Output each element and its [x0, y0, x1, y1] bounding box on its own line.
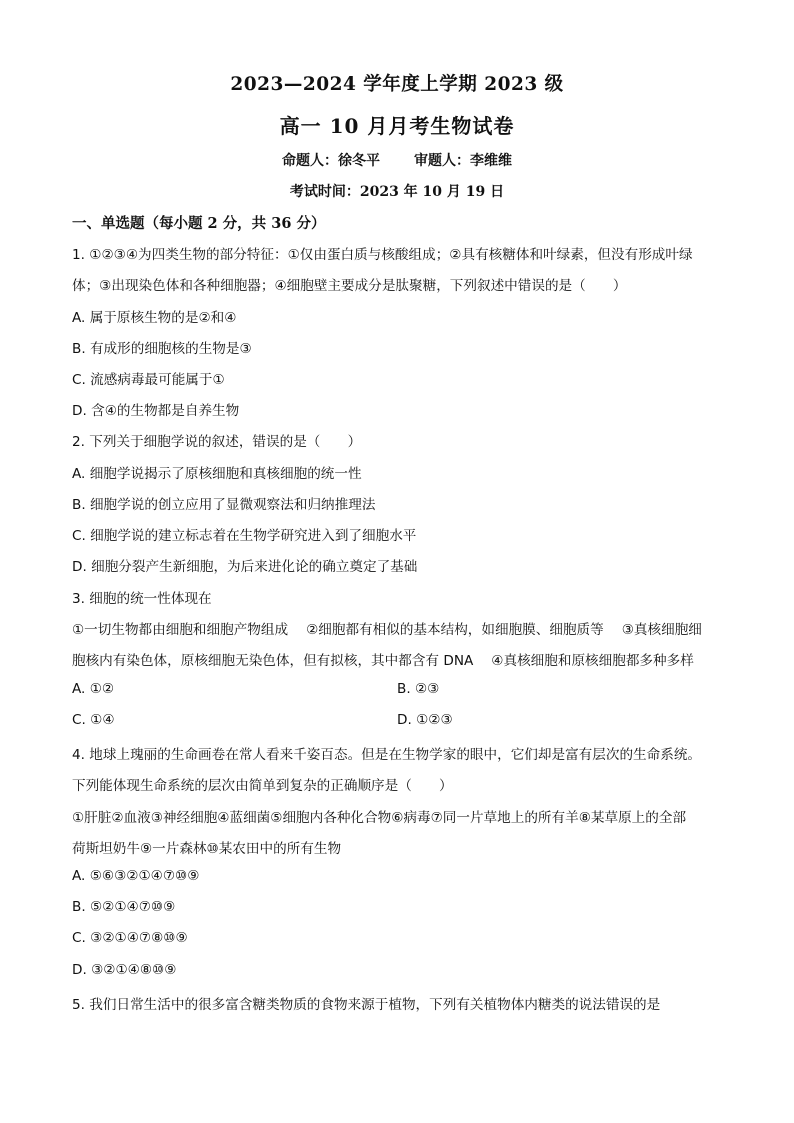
q2-option-a: A. 细胞学说揭示了原核细胞和真核细胞的统一性	[72, 466, 362, 482]
exam-time: 考试时间：2023 年 10 月 19 日	[289, 184, 505, 200]
exam-title-year: 2023—2024 学年度上学期 2023 级	[230, 74, 564, 95]
q3-statement-4: ④真核细胞和原核细胞都多种多样	[491, 653, 694, 669]
section-title: 一、单选题（每小题 2 分，共 36 分）	[72, 215, 326, 232]
q3-option-a: A. ①②	[72, 681, 115, 697]
q3-option-b: B. ②③	[397, 681, 440, 697]
reviewer: 审题人：李维维	[414, 153, 512, 169]
q4-items-line1: ①肝脏②血液③神经细胞④蓝细菌⑤细胞内各种化合物⑥病毒⑦同一片草地上的所有羊⑧某草原上的全部	[72, 810, 687, 826]
q5-stem: 5. 我们日常生活中的很多富含糖类物质的食物来源于植物，下列有关植物体内糖类的说法错误的是	[72, 997, 661, 1013]
q4-option-c: C. ③②①④⑦⑧⑩⑨	[72, 930, 188, 946]
q1-option-a: A. 属于原核生物的是②和④	[72, 310, 237, 326]
q2-option-c: C. 细胞学说的建立标志着在生物学研究进入到了细胞水平	[72, 528, 417, 544]
q1-option-c: C. 流感病毒最可能属于①	[72, 372, 225, 388]
q3-stem: 3. 细胞的统一性体现在	[72, 591, 212, 607]
q3-statement-3a: ③真核细胞细	[621, 622, 702, 638]
q4-items-line2: 荷斯坦奶牛⑨一片森林⑩某农田中的所有生物	[72, 841, 342, 857]
q1-option-d: D. 含④的生物都是自养生物	[72, 403, 240, 419]
exam-authors	[0, 150, 794, 170]
q3-option-c: C. ①④	[72, 712, 115, 728]
q3-option-d: D. ①②③	[397, 712, 453, 728]
q2-stem: 2. 下列关于细胞学说的叙述，错误的是（ ）	[72, 434, 362, 450]
q3-statements-line2	[72, 649, 694, 669]
q1-stem-line1: 1. ①②③④为四类生物的部分特征：①仅由蛋白质与核酸组成；②具有核糖体和叶绿素，但没有形成叶绿	[72, 247, 693, 263]
proposer: 命题人：徐冬平	[282, 153, 380, 169]
q4-option-d: D. ③②①④⑧⑩⑨	[72, 962, 177, 978]
q1-stem-line2: 体；③出现染色体和各种细胞器；④细胞壁主要成分是肽聚糖，下列叙述中错误的是（ ）	[72, 278, 627, 294]
q4-stem-line2: 下列能体现生命系统的层次由简单到复杂的正确顺序是（ ）	[72, 778, 453, 794]
q1-option-b: B. 有成形的细胞核的生物是③	[72, 341, 252, 357]
exam-title-subject: 高一 10 月月考生物试卷	[279, 114, 515, 138]
q4-option-a: A. ⑤⑥③②①④⑦⑩⑨	[72, 868, 200, 884]
q3-statement-1: ①一切生物都由细胞和细胞产物组成	[72, 622, 289, 638]
q3-statement-3b: 胞核内有染色体，原核细胞无染色体，但有拟核，其中都含有 DNA	[72, 653, 474, 669]
q2-option-d: D. 细胞分裂产生新细胞，为后来进化论的确立奠定了基础	[72, 559, 418, 575]
q2-option-b: B. 细胞学说的创立应用了显微观察法和归纳推理法	[72, 497, 376, 513]
q3-statements-line1	[72, 618, 702, 638]
q3-statement-2: ②细胞都有相似的基本结构，如细胞膜、细胞质等	[306, 622, 604, 638]
q4-stem-line1: 4. 地球上瑰丽的生命画卷在常人看来千姿百态。但是在生物学家的眼中，它们却是富有层次的生命系统。	[72, 747, 702, 763]
q4-option-b: B. ⑤②①④⑦⑩⑨	[72, 899, 176, 915]
